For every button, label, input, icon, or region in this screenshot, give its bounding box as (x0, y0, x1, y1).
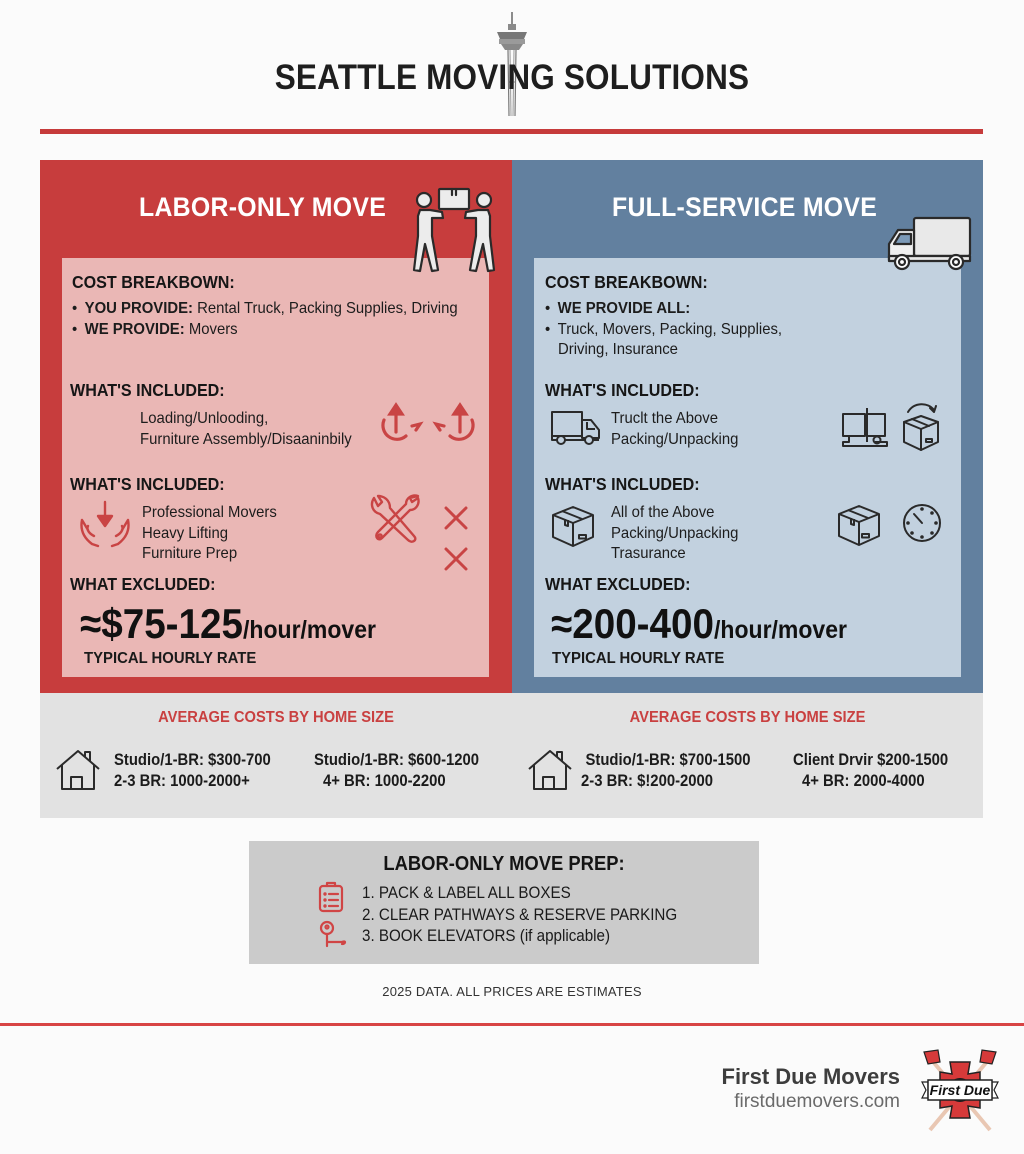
full-provided-items: • Truck, Movers, Packing, Supplies, (545, 320, 783, 338)
brand-url[interactable]: firstduemovers.com (734, 1091, 900, 1112)
truck-icon (551, 410, 601, 446)
svg-text:First Due: First Due (929, 1082, 991, 1098)
house-icon (527, 749, 573, 791)
labor-hourly-rate: ≈$75-125/hour/mover (80, 600, 376, 647)
full-included-heading-2: WHAT'S INCLUDED: (545, 474, 700, 494)
house-icon (55, 749, 101, 791)
labor-included-list-2: Professional Movers Heavy Lifting Furniture Prep (142, 504, 277, 562)
labor-avg-costs-heading: AVERAGE COSTS BY HOME SIZE (158, 709, 394, 726)
divider (40, 129, 983, 134)
full-service-title: FULL-SERVICE MOVE (612, 192, 878, 222)
labor-excluded-heading: WHAT EXCLUDED: (70, 574, 216, 594)
full-cost-breakdown-heading: COST BREAKBOWN: (545, 272, 708, 292)
labor-cost-breakdown-list (72, 299, 458, 340)
full-hourly-rate: ≈200-400/hour/mover (551, 600, 847, 647)
full-avg-costs-col2: Client Drvir $200-1500 4+ BR: 2000-4000 (793, 751, 949, 790)
first-due-logo (918, 1048, 1002, 1134)
labor-avg-costs-col2: Studio/1-BR: $600-1200 4+ BR: 1000-2200 (314, 751, 480, 790)
prep-steps (362, 883, 677, 948)
divider (0, 1023, 1024, 1026)
prep-step: 2. CLEAR PATHWAYS & RESERVE PARKING (362, 905, 678, 924)
box-icon (550, 503, 596, 549)
full-cost-breakdown-list: • WE PROVIDE ALL: • Truck, Movers, Packing, Supplies, Driving, Insurance (545, 300, 783, 358)
labor-included-heading-1: WHAT'S INCLUDED: (70, 380, 225, 400)
hands-arrow-down-icon (78, 500, 132, 550)
labor-rate-label: TYPICAL HOURLY RATE (84, 650, 257, 667)
full-excluded-heading: WHAT EXCLUDED: (545, 574, 691, 594)
page-title: SEATTLE MOVING SOLUTIONS (274, 58, 750, 97)
x-icon (442, 545, 470, 573)
hand-truck-icon (841, 406, 889, 450)
labor-you-provide: • YOU PROVIDE: Rental Truck, Packing Supplies, Driving (72, 300, 458, 317)
brand-block (722, 1064, 901, 1113)
labor-cost-breakdown-heading: COST BREAKBOWN: (72, 272, 235, 292)
full-included-list-2: All of the Above Packing/Unpacking Trasurance (611, 504, 739, 562)
prep-heading: LABOR-ONLY MOVE PREP: (383, 853, 625, 875)
prep-step: 1. PACK & LABEL ALL BOXES (362, 884, 571, 902)
key-icon (318, 920, 348, 950)
full-rate-label: TYPICAL HOURLY RATE (552, 650, 725, 667)
labor-only-title: LABOR-ONLY MOVE (139, 192, 387, 222)
prep-step: 3. BOOK ELEVATORS (if applicable) (362, 927, 611, 945)
clock-icon (902, 503, 942, 543)
labor-included-heading-2: WHAT'S INCLUDED: (70, 474, 225, 494)
clipboard-list-icon (318, 881, 344, 913)
full-we-provide-all: • WE PROVIDE ALL: (545, 300, 691, 317)
full-included-heading-1: WHAT'S INCLUDED: (545, 380, 700, 400)
box-rotate-icon (900, 400, 942, 452)
full-included-list-1: Truclt the Above Packing/Unpacking (611, 410, 739, 448)
footnote: 2025 DATA. ALL PRICES ARE ESTIMATES (382, 984, 642, 999)
full-avg-costs-heading: AVERAGE COSTS BY HOME SIZE (629, 709, 866, 726)
labor-included-list-1: Loading/Unlooding, Furniture Assembly/Disaaninbily (140, 410, 352, 448)
load-unload-arrows-icon (378, 400, 478, 444)
labor-we-provide: • WE PROVIDE: Movers (72, 320, 238, 338)
wrench-screwdriver-icon (368, 490, 424, 546)
x-icon (442, 504, 470, 532)
box-truck-icon (886, 216, 972, 272)
labor-avg-costs-col1: Studio/1-BR: $300-700 2-3 BR: 1000-2000+ (114, 751, 271, 790)
full-avg-costs-col1: Studio/1-BR: $700-1500 2-3 BR: $!200-2000 (581, 751, 751, 790)
movers-carrying-box-icon (410, 186, 498, 274)
brand-name: First Due Movers (721, 1064, 900, 1089)
box-icon (836, 502, 882, 548)
